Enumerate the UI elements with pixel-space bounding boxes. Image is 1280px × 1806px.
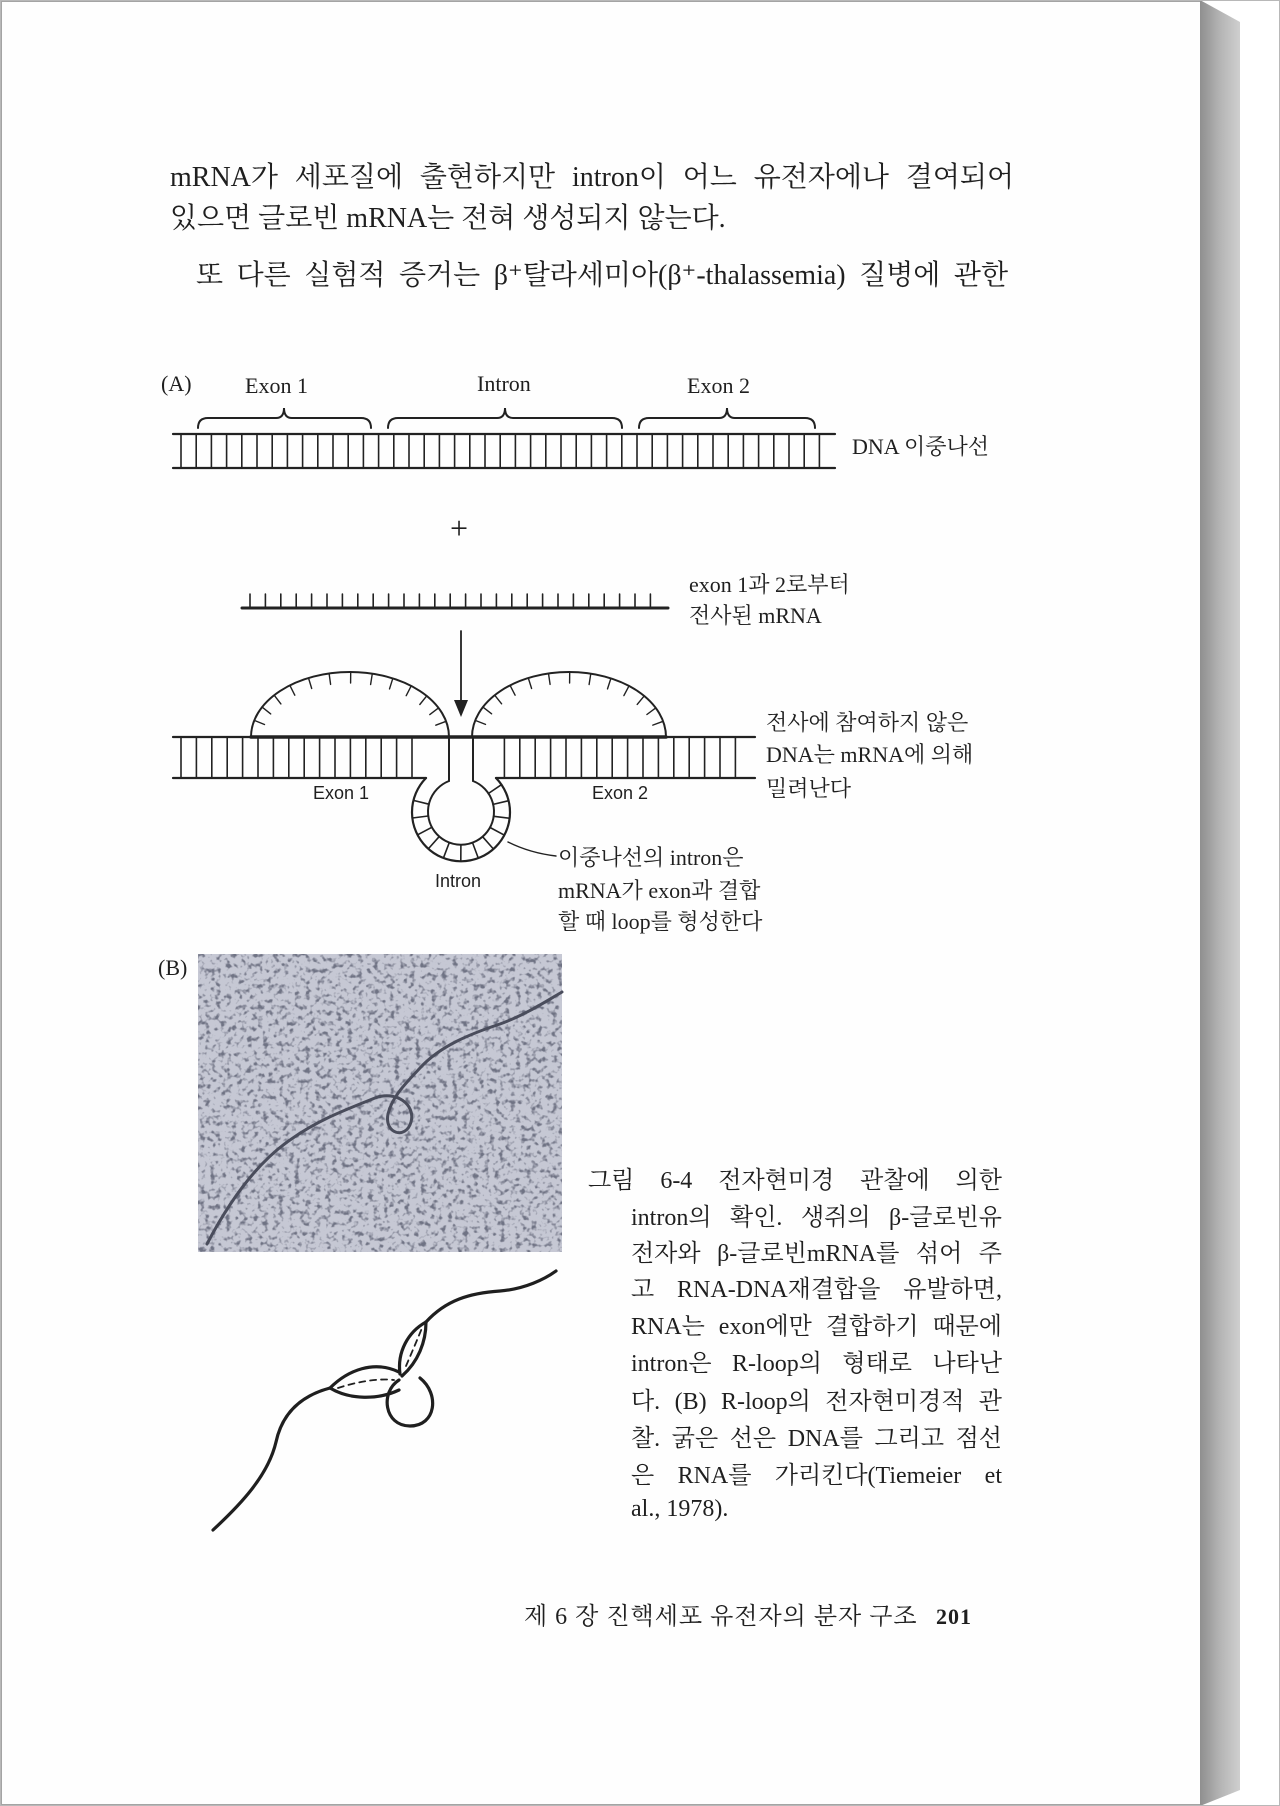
- page-thickness-strip: [1200, 0, 1240, 1806]
- mrna-label-line-2: 전사된 mRNA: [689, 603, 822, 628]
- figure-b-panel-label: (B): [158, 955, 188, 980]
- caption-line-4: 고 RNA-DNA재결합을 유발하면,: [631, 1277, 1002, 1303]
- intron-region-label: Intron: [477, 371, 531, 396]
- displaced-dna-note-line-3: 밀려난다: [766, 776, 852, 801]
- caption-line-5: RNA는 exon에만 결합하기 때문에: [631, 1314, 1002, 1340]
- hybrid-exon2-label: Exon 2: [592, 783, 649, 803]
- caption-line-6: intron은 R-loop의 형태로 나타난: [631, 1351, 1002, 1377]
- running-footer-chapter: 제 6 장 진핵세포 유전자의 분자 구조: [524, 1604, 918, 1630]
- page-number: 201: [936, 1604, 972, 1629]
- caption-line-9: 은 RNA를 가리킨다(Tiemeier et: [631, 1463, 1002, 1489]
- body-text-line-2: 있으면 글로빈 mRNA는 전혀 생성되지 않는다.: [170, 203, 726, 234]
- intron-loop-note-line-1: 이중나선의 intron은: [558, 845, 744, 870]
- dna-double-helix-label: DNA 이중나선: [852, 434, 989, 459]
- caption-line-8: 찰. 굵은 선은 DNA를 그리고 점선: [631, 1426, 1002, 1452]
- caption-line-10: al., 1978).: [631, 1496, 729, 1522]
- exon1-region-label: Exon 1: [245, 373, 308, 398]
- plus-sign: +: [450, 510, 469, 546]
- hybrid-exon1-label: Exon 1: [313, 783, 370, 803]
- body-text-line-1: mRNA가 세포질에 출현하지만 intron이 어느 유전자에나 결여되어: [170, 162, 1014, 193]
- displaced-dna-note-line-2: DNA는 mRNA에 의해: [766, 742, 974, 767]
- intron-loop-note-line-3: 할 때 loop를 형성한다: [558, 909, 763, 934]
- hybrid-intron-label: Intron: [435, 871, 482, 891]
- caption-line-1: 그림 6-4 전자현미경 관찰에 의한: [588, 1168, 1002, 1194]
- body-text-line-3: 또 다른 실험적 증거는 β⁺탈라세미아(β⁺-thalassemia) 질병에 관한: [196, 260, 1008, 291]
- exon2-region-label: Exon 2: [687, 373, 750, 398]
- mrna-label-line-1: exon 1과 2로부터: [689, 572, 850, 597]
- figure-a-panel-label: (A): [161, 371, 192, 396]
- caption-line-3: 전자와 β-글로빈mRNA를 섞어 주: [631, 1241, 1002, 1267]
- caption-line-2: intron의 확인. 생쥐의 β-글로빈유: [631, 1205, 1002, 1231]
- intron-loop-note-line-2: mRNA가 exon과 결합: [558, 878, 761, 903]
- displaced-dna-note-line-1: 전사에 참여하지 않은: [766, 710, 969, 735]
- caption-line-7: 다. (B) R-loop의 전자현미경적 관: [631, 1389, 1002, 1415]
